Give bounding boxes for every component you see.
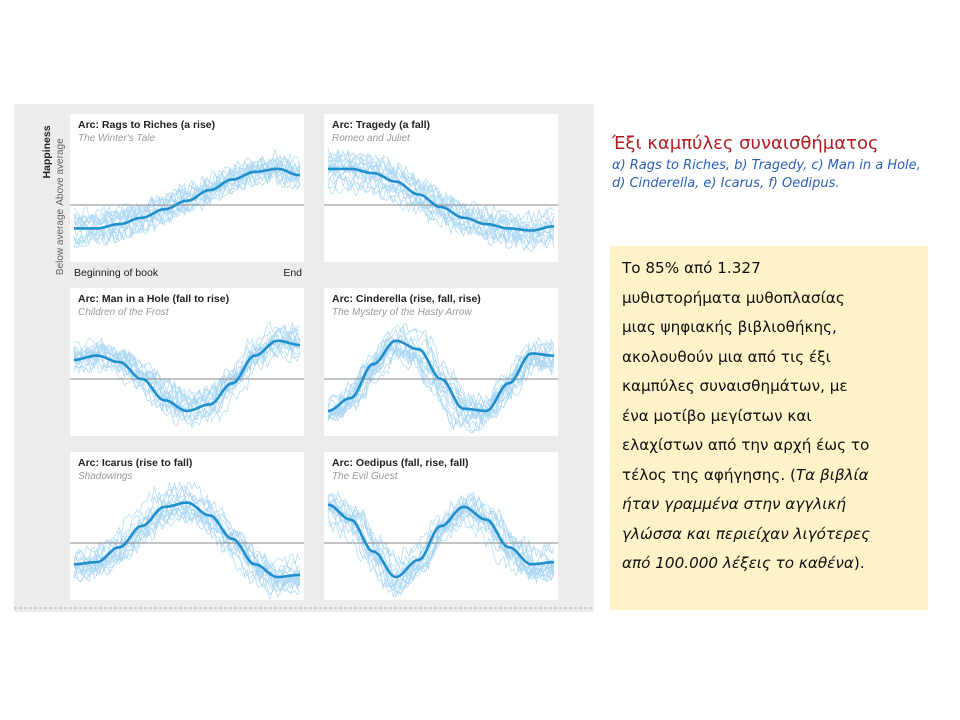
chart-subtitle: The Winter's Tale bbox=[78, 133, 156, 144]
chart-title: Arc: Rags to Riches (a rise) bbox=[78, 119, 216, 131]
description-line-italic: Τα βιβλία bbox=[795, 465, 869, 484]
description-line bbox=[622, 461, 918, 491]
chart-title: Arc: Icarus (rise to fall) bbox=[78, 457, 193, 469]
sidebar-subheading: α) Rags to Riches, b) Tragedy, c) Man in a Hole, d) Cinderella, e) Icarus, f) Oedipus. bbox=[612, 158, 921, 191]
chart-title: Arc: Tragedy (a fall) bbox=[332, 119, 431, 131]
chart-subtitle: The Mystery of the Hasty Arrow bbox=[332, 307, 472, 318]
chart-title: Arc: Man in a Hole (fall to rise) bbox=[78, 293, 230, 305]
chart-title: Arc: Oedipus (fall, rise, fall) bbox=[332, 457, 469, 469]
description-line bbox=[622, 549, 918, 579]
description-line: γλώσσα και περιείχαν λιγότερες bbox=[622, 524, 871, 543]
chart-subtitle: Romeo and Juliet bbox=[332, 133, 410, 144]
chart-title: Arc: Cinderella (rise, fall, rise) bbox=[332, 293, 481, 305]
sidebar-heading: Έξι καμπύλες συναισθήματος bbox=[612, 133, 879, 154]
figure-panel bbox=[14, 104, 594, 612]
description-line: Το 85% από 1.327 bbox=[622, 259, 761, 277]
description-line-italic: από 100.000 λέξεις το καθένα bbox=[622, 554, 854, 572]
description-line: μιας ψηφιακής βιβλιοθήκης, bbox=[622, 318, 837, 336]
x-axis-end-label: End bbox=[283, 267, 302, 279]
chart-subtitle: The Evil Guest bbox=[332, 471, 398, 482]
description-line: ένα μοτίβο μεγίστων και bbox=[622, 406, 812, 425]
x-axis-start-label: Beginning of book bbox=[74, 267, 159, 279]
y-axis-above-label: Above average bbox=[55, 138, 66, 206]
y-axis-label: Happiness bbox=[41, 125, 53, 179]
description-line: ήταν γραμμένα στην αγγλική bbox=[622, 495, 846, 513]
description-line: μυθιστορήματα μυθοπλασίας bbox=[622, 288, 845, 307]
arc-charts bbox=[14, 104, 594, 612]
chart-subtitle: Children of the Frost bbox=[78, 307, 169, 318]
y-axis-below-label: Below average bbox=[55, 208, 66, 276]
chart-subtitle: Shadowings bbox=[78, 471, 133, 482]
description-line: ελαχίστων από την αρχή έως το bbox=[622, 436, 870, 454]
description-box bbox=[610, 246, 928, 610]
description-line-plain: ). bbox=[853, 554, 865, 572]
description-line-plain: τέλος της αφήγησης. ( bbox=[622, 465, 796, 484]
description-line: ακολουθούν μια από τις έξι bbox=[622, 347, 831, 366]
description-line: καμπύλες συναισθημάτων, με bbox=[622, 377, 848, 395]
